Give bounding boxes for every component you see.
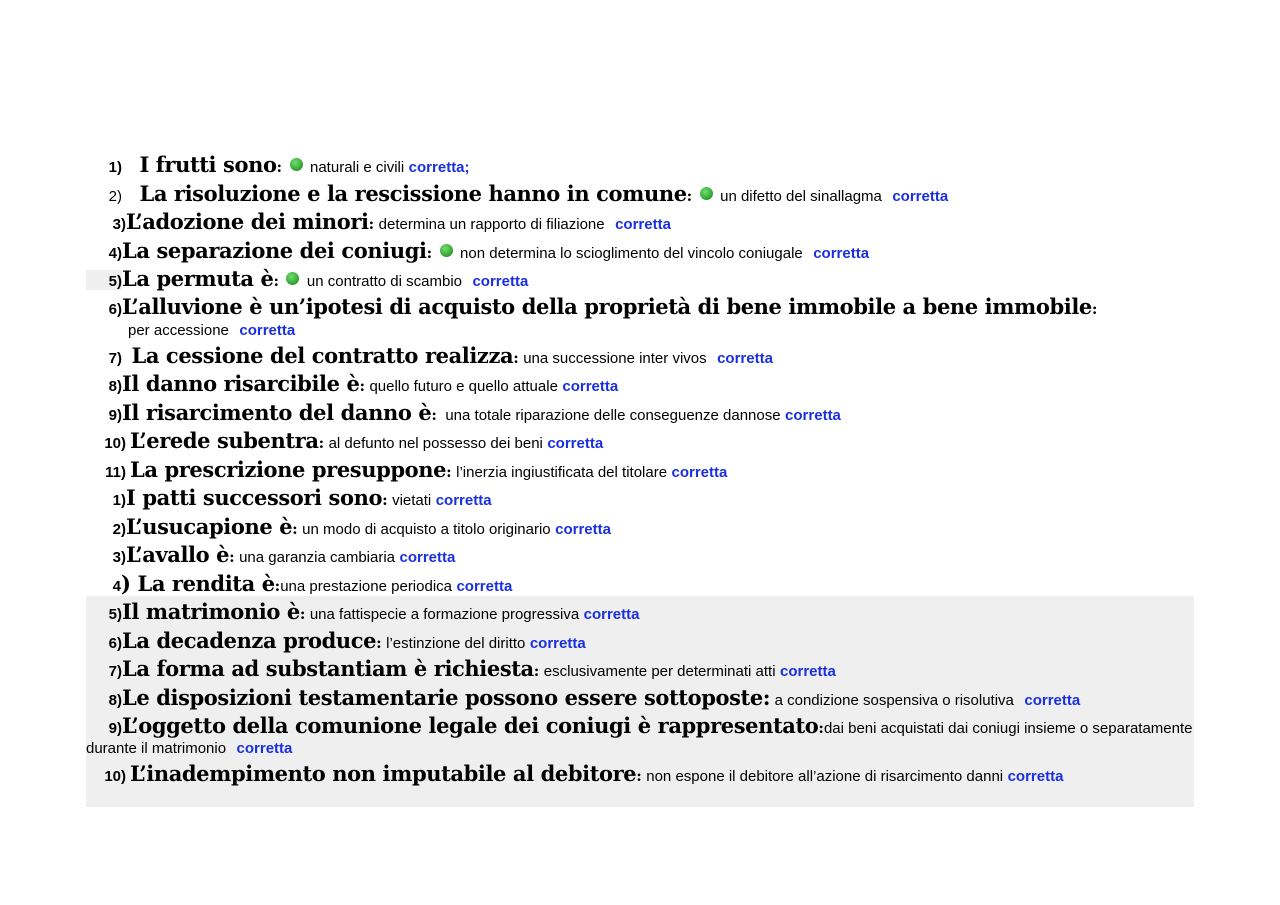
- question-text: La separazione dei coniugi: [122, 238, 427, 263]
- question-colon: :: [299, 605, 306, 623]
- question-colon: :: [376, 634, 382, 652]
- item-number: 10): [104, 435, 126, 452]
- list-item: [86, 484, 492, 515]
- answer-text: l’inerzia ingiustificata del titolare: [456, 464, 668, 481]
- answer-text: dai beni acquistati dai coniugi insieme o separatamente: [823, 720, 1193, 737]
- question-colon: :: [229, 548, 235, 566]
- item-number: 10): [104, 768, 126, 785]
- item-number: 3): [112, 549, 126, 566]
- item-number: 2): [108, 188, 122, 205]
- list-item: [86, 208, 671, 239]
- question-text: Il risarcimento del danno è: [122, 400, 432, 425]
- item-number: 6): [108, 301, 122, 318]
- question-text: Le disposizioni testamentarie possono essere sottoposte:: [122, 685, 771, 710]
- list-item: [86, 541, 455, 572]
- question-colon: :: [292, 520, 298, 538]
- item-number: 8): [108, 378, 122, 395]
- list-item: [86, 180, 948, 211]
- list-item: [86, 456, 727, 487]
- question-colon: :: [273, 272, 280, 290]
- question-text: I frutti sono: [139, 152, 277, 177]
- correct-label: corretta: [1007, 768, 1064, 785]
- question-colon: :: [431, 406, 437, 424]
- green-dot-icon: [290, 158, 303, 171]
- item-number: 11): [105, 464, 126, 481]
- question-text: L’oggetto della comunione legale dei coniugi è rappresentato: [122, 713, 819, 738]
- question-colon: :: [276, 158, 283, 176]
- list-item-continuation: [128, 321, 295, 341]
- item-number: 7): [108, 663, 122, 680]
- question-text: L’alluvione è un’ipotesi di acquisto della proprietà di bene immobile a bene immobile: [122, 294, 1092, 319]
- list-item: [86, 627, 586, 658]
- list-item-continuation: [86, 739, 292, 759]
- item-number: 9): [108, 720, 122, 737]
- list-item: [86, 427, 603, 458]
- correct-label: corretta;: [408, 159, 470, 176]
- answer-text: un difetto del sinallagma: [720, 188, 882, 205]
- question-colon: :: [274, 577, 281, 595]
- correct-label: corretta: [547, 435, 604, 452]
- question-colon: :: [513, 349, 519, 367]
- question-colon: :: [818, 719, 824, 737]
- answer-text: non determina lo scioglimento del vincolo coniugale: [460, 245, 803, 262]
- question-text: La prescrizione presuppone: [130, 457, 447, 482]
- item-number: 1): [108, 159, 122, 176]
- item-number: 8): [108, 692, 122, 709]
- answer-text: a condizione sospensiva o risolutiva: [774, 692, 1014, 709]
- list-item: [86, 342, 773, 373]
- answer-text: durante il matrimonio: [86, 740, 227, 757]
- question-colon: :: [636, 767, 642, 785]
- list-item: [86, 151, 470, 182]
- correct-label: corretta: [456, 578, 513, 595]
- item-number: 9): [108, 407, 122, 424]
- correct-label: corretta: [615, 216, 671, 233]
- list-item: [86, 570, 512, 601]
- question-text: L’erede subentra: [130, 428, 319, 453]
- correct-label: corretta: [785, 407, 841, 424]
- question-text: L’inadempimento non imputabile al debitore: [130, 761, 637, 786]
- item-number: 4: [112, 578, 121, 595]
- question-text: ) La rendita è: [121, 571, 275, 596]
- answer-text: non espone il debitore all’azione di risarcimento danni: [646, 768, 1004, 785]
- green-dot-icon: [700, 187, 713, 200]
- list-item: [86, 370, 618, 401]
- answer-text: una garanzia cambiaria: [239, 549, 396, 566]
- item-number: 7): [108, 350, 122, 367]
- item-number: 5): [108, 606, 122, 623]
- answer-text: determina un rapporto di filiazione: [378, 216, 605, 233]
- question-text: L’avallo è: [126, 542, 230, 567]
- correct-label: corretta: [399, 549, 456, 566]
- correct-label: corretta: [529, 635, 586, 652]
- question-text: La permuta è: [122, 266, 274, 291]
- green-dot-icon: [440, 244, 453, 257]
- list-item: [86, 598, 639, 629]
- answer-text: una fattispecie a formazione progressiva: [309, 606, 580, 623]
- question-text: La cessione del contratto realizza: [131, 343, 514, 368]
- answer-text: un modo di acquisto a titolo originario: [302, 521, 551, 538]
- list-item: [86, 655, 836, 686]
- question-text: L’adozione dei minori: [126, 209, 369, 234]
- correct-label: corretta: [562, 378, 619, 395]
- question-colon: :: [446, 463, 452, 481]
- question-text: La risoluzione e la rescissione hanno in comune: [139, 181, 687, 206]
- question-colon: :: [686, 187, 693, 205]
- item-number: 3): [112, 216, 126, 233]
- correct-label: corretta: [239, 322, 296, 339]
- question-text: La forma ad substantiam è richiesta: [122, 656, 534, 681]
- list-item: [86, 760, 1063, 791]
- question-colon: :: [426, 244, 433, 262]
- question-colon: :: [368, 215, 375, 233]
- answer-text: l’estinzione del diritto: [386, 635, 526, 652]
- correct-label: corretta: [236, 740, 293, 757]
- question-text: I patti successori sono: [126, 485, 383, 510]
- correct-label: corretta: [780, 663, 836, 680]
- question-text: L’usucapione è: [126, 514, 293, 539]
- correct-label: corretta: [892, 188, 949, 205]
- question-text: La decadenza produce: [122, 628, 377, 653]
- correct-label: corretta: [813, 245, 870, 262]
- question-colon: :: [359, 377, 365, 395]
- green-dot-icon: [286, 272, 299, 285]
- answer-text: una totale riparazione delle conseguenze dannose: [445, 407, 781, 424]
- answer-text: al defunto nel possesso dei beni: [328, 435, 543, 452]
- question-colon: :: [318, 434, 325, 452]
- question-text: Il danno risarcibile è: [122, 371, 360, 396]
- answer-text: per accessione: [128, 322, 229, 339]
- correct-label: corretta: [717, 350, 773, 367]
- correct-label: corretta: [671, 464, 728, 481]
- answer-text: esclusivamente per determinati atti: [543, 663, 776, 680]
- answer-text: naturali e civili: [310, 159, 405, 176]
- question-colon: :: [1091, 300, 1098, 318]
- correct-label: corretta: [1024, 692, 1081, 709]
- answer-text: una prestazione periodica: [280, 578, 453, 595]
- correct-label: corretta: [583, 606, 640, 623]
- list-item: [86, 293, 1097, 324]
- correct-label: corretta: [435, 492, 492, 509]
- answer-text: vietati: [392, 492, 432, 509]
- list-item: [86, 265, 528, 296]
- item-number: 5): [108, 273, 122, 290]
- list-item: [86, 684, 1080, 715]
- answer-text: quello futuro e quello attuale: [369, 378, 558, 395]
- question-colon: :: [533, 662, 540, 680]
- answer-text: una successione inter vivos: [523, 350, 707, 367]
- item-number: 2): [112, 521, 126, 538]
- list-item: [86, 237, 869, 268]
- item-number: 4): [108, 245, 122, 262]
- question-colon: :: [382, 491, 388, 509]
- list-item: [86, 399, 841, 430]
- list-item: [86, 513, 611, 544]
- correct-label: corretta: [472, 273, 529, 290]
- item-number: 1): [112, 492, 126, 509]
- answer-text: un contratto di scambio: [306, 273, 463, 290]
- correct-label: corretta: [555, 521, 611, 538]
- question-text: Il matrimonio è: [122, 599, 300, 624]
- item-number: 6): [108, 635, 122, 652]
